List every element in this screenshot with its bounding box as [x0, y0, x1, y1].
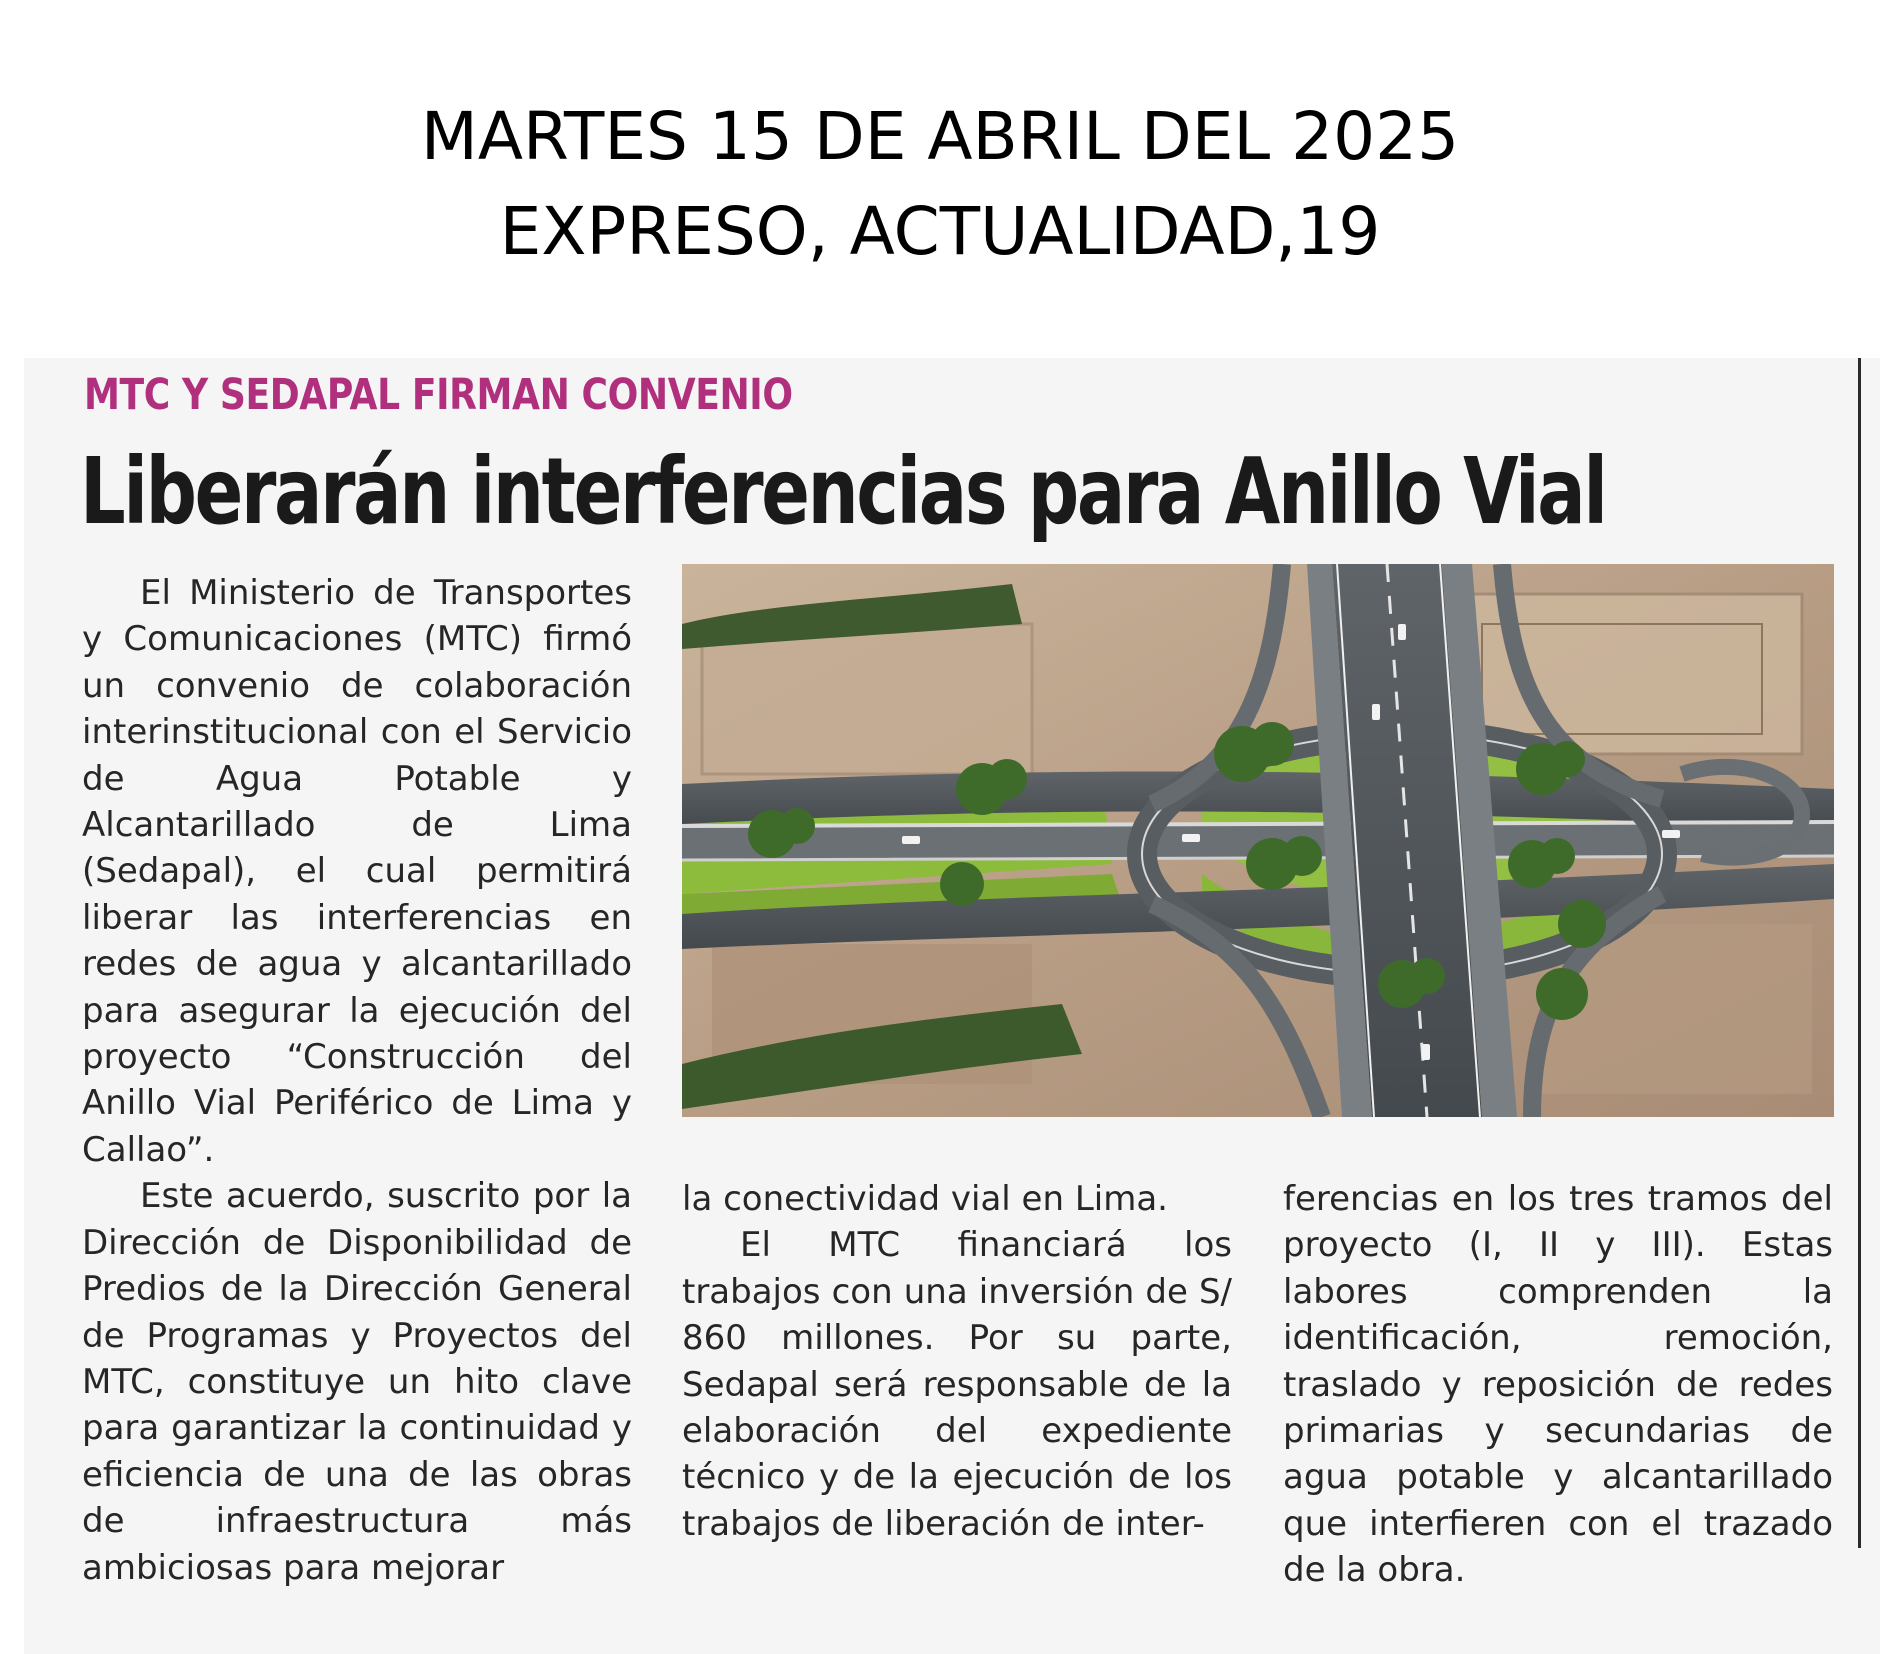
paragraph: Este acuerdo, suscrito por la Dirección de Disponibilidad de Predios de la Dirección General de Programas y Proyectos del MTC, constituye un hito clave para garantizar la continuidad y eficiencia de una de las obras de infraestructura más ambiciosas para mejorar	[82, 1176, 632, 1588]
column-rule	[1858, 358, 1861, 1548]
interchange-rendering-photo	[682, 564, 1834, 1117]
interchange-illustration	[682, 564, 1834, 1117]
paragraph: El Ministerio de Transportes y Comunicaciones (MTC) firmó un convenio de colaboración interinstitucional con el Servicio de Agua Potable y Alcantarillado de Lima (Sedapal), el cual permitirá liberar las interferencias en redes de agua y alcantarillado para asegurar la ejecución del proyecto “Construcción del Anillo Vial Periférico de Lima y Callao”.	[82, 573, 632, 1170]
article-headline: Liberarán interferencias para Anillo Vial	[80, 438, 1606, 545]
article-column-3	[1283, 1176, 1833, 1594]
article-column-2	[682, 1176, 1232, 1547]
paragraph: El MTC financiará los trabajos con una inversión de S/ 860 millones. Por su parte, Sedapal será responsable de la elaboración del expediente técnico y de la ejecución de los trabajos de liberación de inter-	[682, 1225, 1232, 1544]
paragraph: ferencias en los tres tramos del proyecto (I, II y III). Estas labores comprenden la identificación, remoción, traslado y reposición de redes primarias y secundarias de agua potable y alcantarillado que interfieren con el trazado de la obra.	[1283, 1179, 1833, 1591]
clipping-date: MARTES 15 DE ABRIL DEL 2025	[420, 98, 1460, 175]
article-kicker: MTC Y SEDAPAL FIRMAN CONVENIO	[84, 370, 793, 420]
article-column-1	[82, 570, 632, 1591]
clipping-source: EXPRESO, ACTUALIDAD,19	[499, 193, 1381, 270]
paragraph: la conectividad vial en Lima.	[682, 1179, 1168, 1219]
